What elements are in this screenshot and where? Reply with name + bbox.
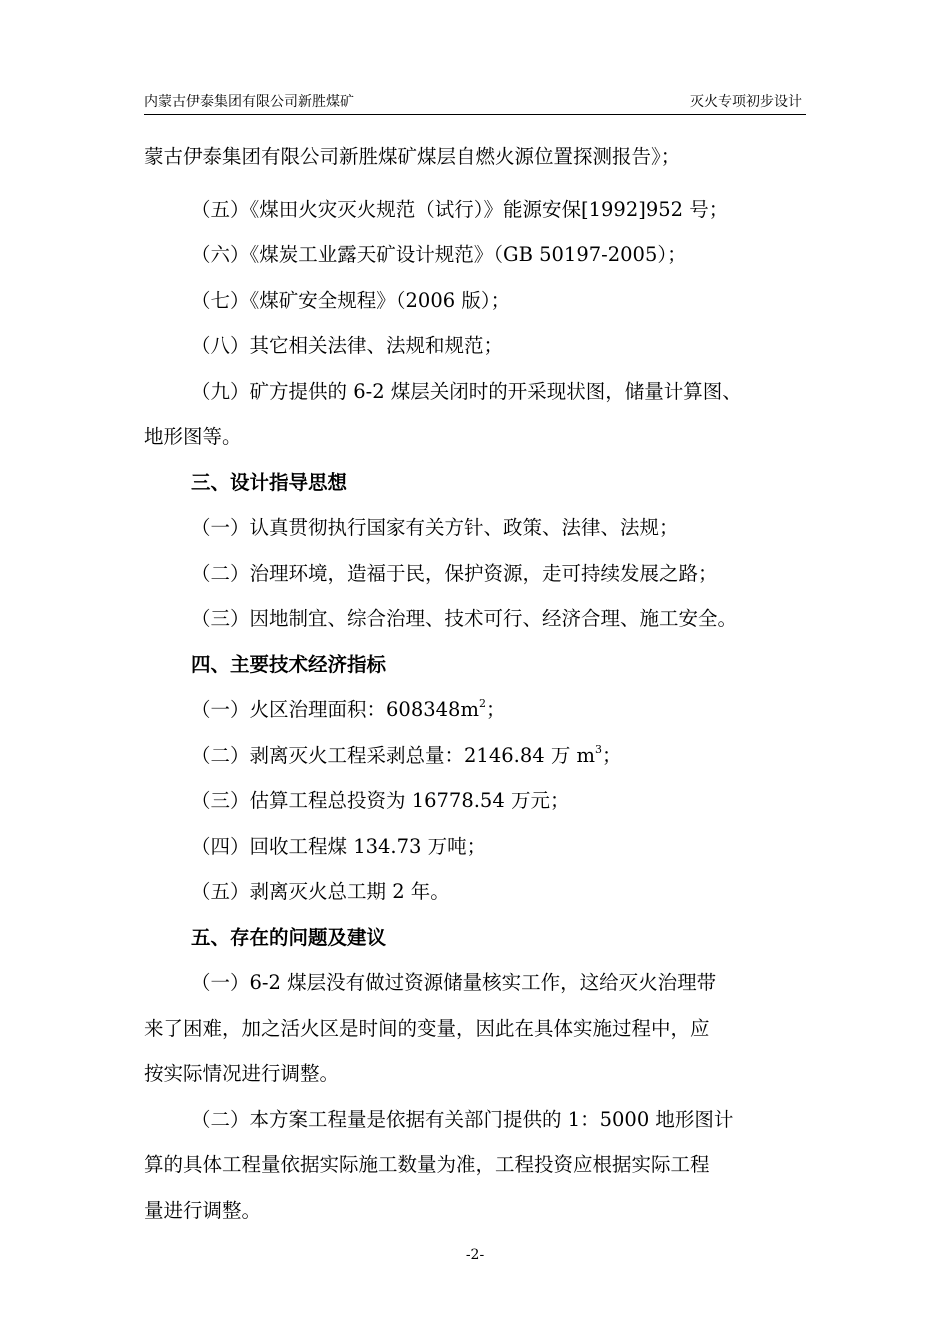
- list-item: （二）治理环境，造福于民，保护资源，走可持续发展之路；: [191, 562, 718, 585]
- paragraph-line: 量进行调整。: [144, 1199, 262, 1222]
- header-doc-title: 灭火专项初步设计: [690, 94, 802, 110]
- indicator-text: （一）火区治理面积：608348m: [191, 698, 479, 721]
- text-line: 地形图等。: [144, 425, 242, 448]
- superscript: 2: [478, 697, 486, 710]
- section-heading: 四、主要技术经济指标: [191, 653, 387, 676]
- section-heading: 三、设计指导思想: [191, 471, 348, 494]
- indicator-item: [191, 695, 505, 725]
- indicator-item: （五）剥离灭火总工期 2 年。: [191, 880, 450, 903]
- indicator-text: （二）剥离灭火工程采剥总量：2146.84 万 m: [191, 744, 596, 767]
- section-heading: 五、存在的问题及建议: [191, 926, 387, 949]
- paragraph-line: （一）6-2 煤层没有做过资源储量核实工作，这给灭火治理带: [191, 971, 717, 994]
- reference-item: （七）《煤矿安全规程》（2006 版）；: [191, 289, 511, 312]
- indicator-suffix: ；: [602, 744, 622, 767]
- superscript: 3: [595, 743, 603, 756]
- header-company: 内蒙古伊泰集团有限公司新胜煤矿: [144, 94, 354, 110]
- reference-item: （九）矿方提供的 6-2 煤层关闭时的开采现状图，储量计算图、: [191, 380, 742, 403]
- paragraph-line: （二）本方案工程量是依据有关部门提供的 1：5000 地形图计: [191, 1108, 734, 1131]
- paragraph-line: 按实际情况进行调整。: [144, 1062, 340, 1085]
- reference-item: （五）《煤田火灾灭火规范（试行）》能源安保[1992]952 号；: [191, 198, 729, 221]
- list-item: （一）认真贯彻执行国家有关方针、政策、法律、法规；: [191, 516, 679, 539]
- list-item: （三）因地制宜、综合治理、技术可行、经济合理、施工安全。: [191, 607, 738, 630]
- paragraph-line: 来了困难，加之活火区是时间的变量，因此在具体实施过程中，应: [144, 1017, 710, 1040]
- paragraph-line: 算的具体工程量依据实际施工数量为准，工程投资应根据实际工程: [144, 1153, 710, 1176]
- indicator-item: （四）回收工程煤 134.73 万吨；: [191, 835, 487, 858]
- indicator-suffix: ；: [485, 698, 506, 721]
- text-line: 蒙古伊泰集团有限公司新胜煤矿煤层自燃火源位置探测报告》；: [144, 145, 681, 168]
- reference-item: （八）其它相关法律、法规和规范；: [191, 334, 504, 357]
- indicator-item: （三）估算工程总投资为 16778.54 万元；: [191, 789, 570, 812]
- page-header: [144, 92, 806, 115]
- reference-item: （六）《煤炭工业露天矿设计规范》（GB 50197-2005）；: [191, 243, 687, 266]
- page-number: -2-: [465, 1247, 485, 1263]
- indicator-item: [191, 741, 622, 771]
